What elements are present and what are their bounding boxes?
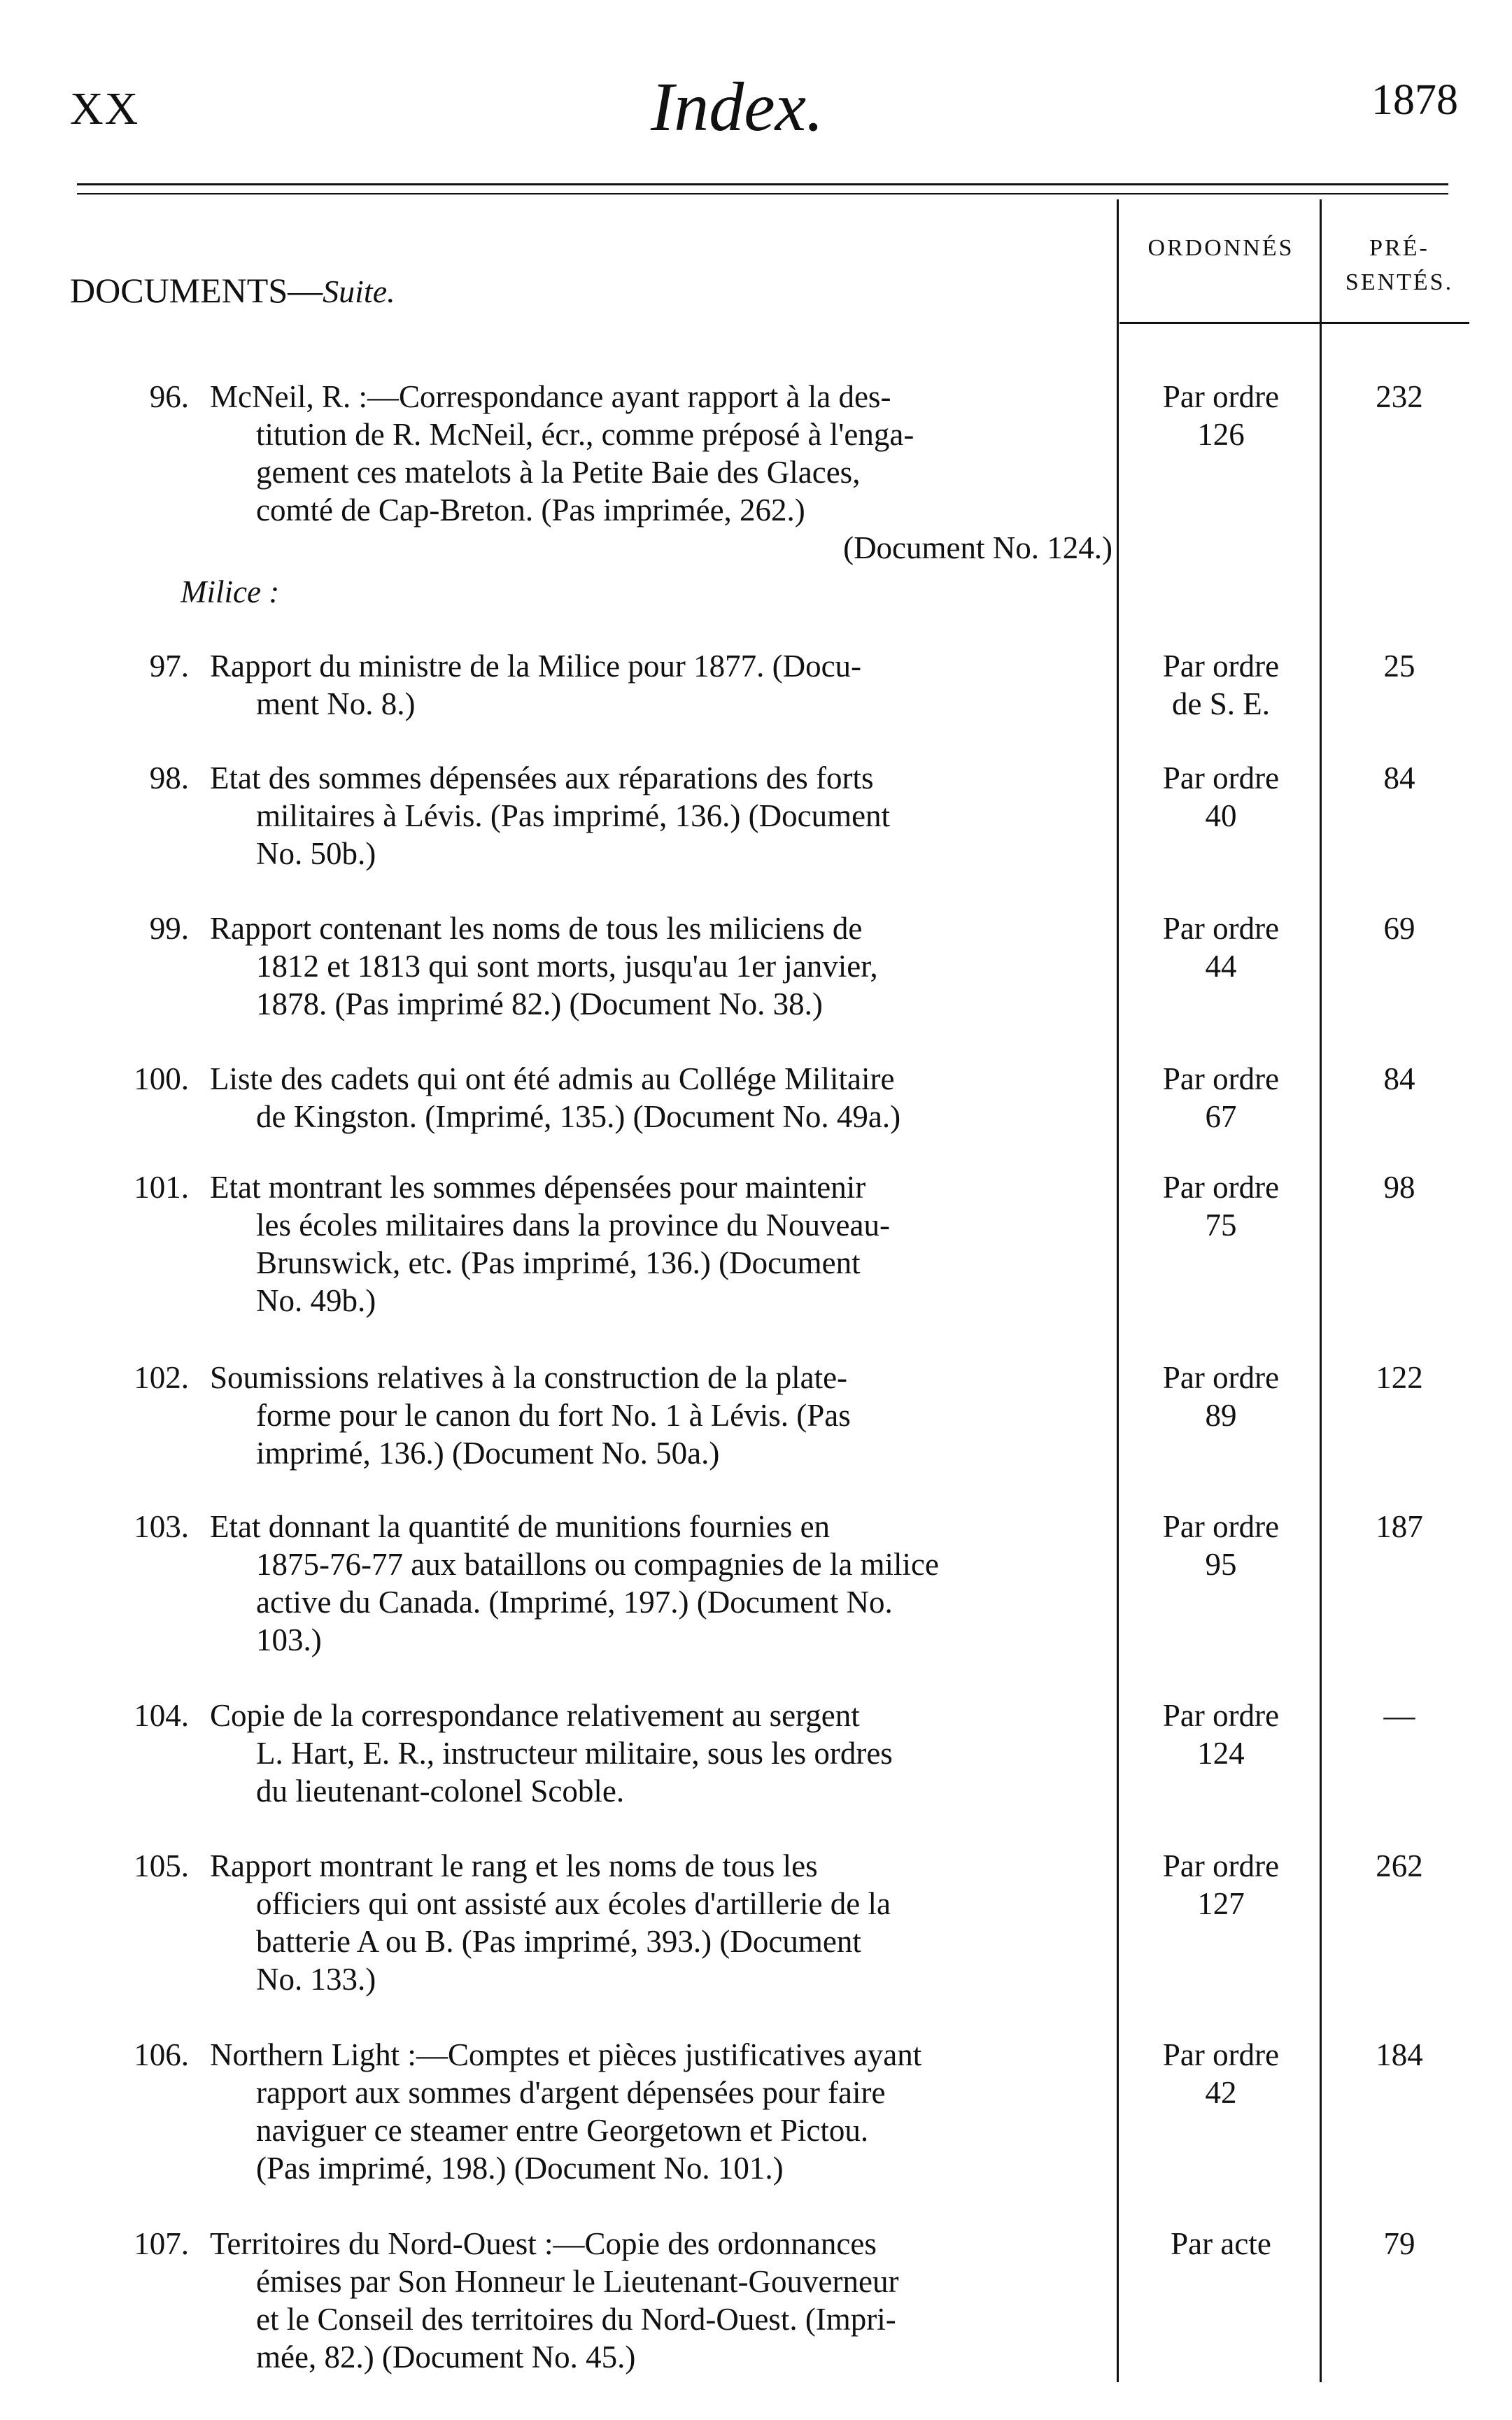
entry-ordonnes: Par ordre 126 — [1162, 379, 1280, 452]
entry-presentes: 84 — [1383, 760, 1415, 795]
entry-presentes: 232 — [1376, 379, 1423, 414]
entry-text: Rapport du ministre de la Milice pour 1877. (Docu- ment No. 8.) — [210, 649, 862, 721]
head-rule-bottom — [77, 193, 1448, 194]
entry-presentes: 79 — [1383, 2226, 1415, 2261]
section-heading: DOCUMENTS—Suite. — [70, 271, 395, 310]
entry-number: 97. — [149, 649, 189, 684]
entry-text: Etat donnant la quantité de munitions fournies en 1875-76-77 aux bataillons ou compagnies de la milice active du Canada. (Imprimé, 197.) (Document No. 103.) — [210, 1509, 940, 1657]
entry-text: Northern Light :—Comptes et pièces justificatives ayant rapport aux sommes d'argent dépensées pour faire naviguer ce steamer entre Georgetown et Pictou. (Pas imprimé, 198.) (Document No. 101.) — [210, 2037, 922, 2186]
entry-number: 102. — [134, 1360, 189, 1395]
entry-text: Rapport contenant les noms de tous les miliciens de 1812 et 1813 qui sont morts, jusqu'au 1er janvier, 1878. (Pas imprimé 82.) (Document No. 38.) — [210, 911, 878, 1021]
entry-number: 100. — [134, 1061, 189, 1096]
entry-ordonnes: Par ordre de S. E. — [1162, 649, 1280, 721]
entry-text: Liste des cadets qui ont été admis au Collége Militaire de Kingston. (Imprimé, 135.) (Document No. 49a.) — [210, 1061, 901, 1134]
entry-number: 98. — [149, 760, 189, 795]
entry-presentes: 184 — [1376, 2037, 1423, 2072]
entry-number: 107. — [134, 2226, 189, 2261]
entry-number: 103. — [134, 1509, 189, 1544]
entry-number: 101. — [134, 1170, 189, 1205]
entry-presentes: 187 — [1376, 1509, 1423, 1544]
entry-ordonnes: Par ordre 40 — [1162, 760, 1280, 833]
entry-ordonnes: Par ordre 95 — [1162, 1509, 1280, 1582]
entry-ordonnes: Par ordre 42 — [1162, 2037, 1280, 2110]
entry-text: McNeil, R. :—Correspondance ayant rapport à la des- titution de R. McNeil, écr., comme préposé à l'enga- gement ces matelots à la Petite Baie des Glaces, comté de Cap-Breton. (Pas imprimée, 262.) (Document No. 124.) — [210, 379, 1112, 565]
entry-ordonnes: Par ordre 67 — [1162, 1061, 1280, 1134]
entry-number: 99. — [149, 911, 189, 946]
entry-presentes: 98 — [1383, 1170, 1415, 1205]
subheading-milice: Milice : — [181, 574, 280, 609]
entry-presentes: 262 — [1376, 1848, 1423, 1883]
entry-ordonnes: Par ordre 44 — [1162, 911, 1280, 984]
year-label: 1878 — [1371, 76, 1458, 124]
head-rule-top — [77, 183, 1448, 185]
entry-presentes: 84 — [1383, 1061, 1415, 1096]
page-title: Index. — [651, 68, 824, 146]
entry-ordonnes: Par ordre 89 — [1162, 1360, 1280, 1433]
entry-number: 106. — [134, 2037, 189, 2072]
entry-presentes: 25 — [1383, 649, 1415, 684]
entry-presentes: — — [1383, 1698, 1415, 1733]
column-header-ordonnes: ORDONNÉS — [1147, 235, 1294, 261]
entry-number: 105. — [134, 1848, 189, 1883]
entry-ordonnes: Par ordre 127 — [1162, 1848, 1280, 1921]
column-divider-left — [1117, 199, 1119, 2382]
entry-presentes: 122 — [1376, 1360, 1423, 1395]
running-head — [0, 0, 1512, 182]
entry-ordonnes: Par ordre 124 — [1162, 1698, 1280, 1771]
entry-text: Etat des sommes dépensées aux réparations des forts militaires à Lévis. (Pas imprimé, 136.) (Document No. 50b.) — [210, 760, 891, 871]
entry-number: 104. — [134, 1698, 189, 1733]
column-header-rule — [1119, 322, 1469, 324]
entry-text: Etat montrant les sommes dépensées pour maintenir les écoles militaires dans la province du Nouveau- Brunswick, etc. (Pas imprimé, 136.) (Document No. 49b.) — [210, 1170, 890, 1318]
entry-text: Soumissions relatives à la construction de la plate- forme pour le canon du fort No. 1 à Lévis. (Pas imprimé, 136.) (Document No. 50a.) — [210, 1360, 851, 1471]
page-number-roman: XX — [70, 83, 140, 134]
entry-text: Copie de la correspondance relativement au sergent L. Hart, E. R., instructeur militaire, sous les ordres du lieutenant-colonel Scoble. — [210, 1698, 893, 1809]
column-header-presentes: PRÉ- SENTÉS. — [1345, 235, 1454, 296]
entry-text: Rapport montrant le rang et les noms de tous les officiers qui ont assisté aux écoles d'artillerie de la batterie A ou B. (Pas imprimé, 393.) (Document No. 133.) — [210, 1848, 891, 1997]
entry-text: Territoires du Nord-Ouest :—Copie des ordonnances émises par Son Honneur le Lieutenant-Gouverneur et le Conseil des territoires du Nord-Ouest. (Impri- mée, 82.) (Document No. 45.) — [210, 2226, 899, 2375]
entry-presentes: 69 — [1383, 911, 1415, 946]
entry-ordonnes: Par ordre 75 — [1162, 1170, 1280, 1243]
entry-ordonnes: Par acte — [1171, 2226, 1271, 2261]
entry-number: 96. — [149, 379, 189, 414]
